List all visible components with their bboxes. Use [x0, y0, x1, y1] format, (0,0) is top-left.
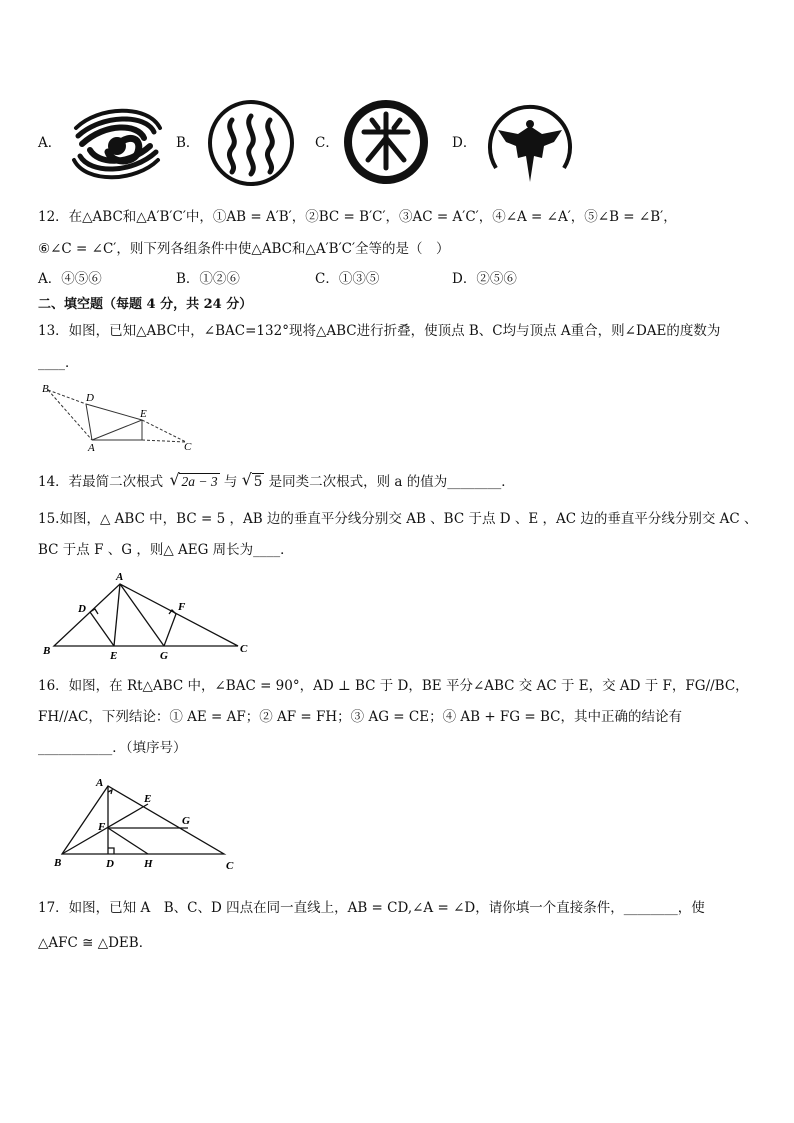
q13-label-a: A: [88, 442, 95, 452]
q14-radical-1: [169, 470, 219, 491]
q11-option-d-label: D．: [452, 135, 477, 151]
q11-option-a-label: A．: [38, 135, 62, 151]
q13-stem-line1: 13．如图，已知△ABC中，∠BAC=132°现将△ABC进行折叠，使顶点 B、C均与顶点 A重合，则∠DAE的度数为: [38, 323, 721, 339]
swirl-logo-icon: [68, 98, 166, 194]
q12-stem-line1: 12．在△ABC和△A′B′C′中，①AB = A′B′，②BC = B′C′，③AC = A′C′，④∠A = ∠A′，⑤∠B = ∠B′，: [38, 209, 677, 225]
q16-stem-line2: FH//AC，下列结论：① AE = AF；② AF = FH；③ AG = CE；④ AB + FG = BC，其中正确的结论有: [38, 709, 682, 725]
q15-stem-line2: BC 于点 F 、G ，则△ AEG 周长为____．: [38, 542, 294, 558]
q17-stem-line2: △AFC ≅ △DEB．: [38, 935, 153, 951]
q15-label-a: A: [116, 571, 124, 583]
sqrt-icon: √: [169, 470, 180, 489]
q11-option-b-label: B．: [176, 135, 200, 151]
q15-label-c: C: [240, 643, 248, 655]
q16-label-c: C: [226, 860, 234, 872]
pku-seal-logo-icon: [342, 98, 430, 190]
q13-stem-line2: ____．: [38, 355, 79, 371]
section-fill-in-heading: 二、填空题（每题 4 分，共 24 分）: [38, 297, 253, 312]
q16-label-d: D: [106, 858, 114, 870]
q15-label-g: G: [160, 650, 168, 660]
q16-label-b: B: [54, 857, 62, 869]
q14-radicand-1: 2a − 3: [181, 474, 218, 489]
q16-label-e: E: [144, 793, 152, 805]
sqrt-icon: √: [241, 470, 252, 489]
q15-label-f: F: [178, 601, 186, 613]
q11-option-c-label: C．: [315, 135, 339, 151]
q15-label-d: D: [78, 603, 86, 615]
q12-option-d: D．②⑤⑥: [452, 271, 517, 287]
q16-stem-line1: 16．如图，在 Rt△ABC 中，∠BAC = 90°，AD ⊥ BC 于 D，BE 平分∠ABC 交 AC 于 E，交 AD 于 F，FG//BC，: [38, 678, 749, 694]
q14-text-before: 14．若最简二次根式: [38, 474, 164, 490]
q16-label-h: H: [144, 858, 153, 870]
q16-label-f: F: [98, 821, 106, 833]
eagle-logo-icon: [484, 96, 576, 192]
q12-option-c: C．①③⑤: [315, 271, 380, 287]
q13-triangle-figure: [38, 380, 198, 456]
q12-option-b: B．①②⑥: [176, 271, 240, 287]
q15-label-e: E: [110, 650, 118, 660]
q14-text-mid: 与: [223, 474, 238, 490]
q16-stem-line3: ___________．（填序号）: [38, 740, 187, 756]
q14-stem: [38, 470, 515, 491]
q15-label-b: B: [43, 645, 51, 657]
q13-label-b: B: [42, 383, 49, 395]
q14-text-after: 是同类二次根式，则 a 的值为________．: [268, 474, 515, 490]
q14-radical-2: [241, 470, 265, 491]
q15-triangle-figure: [40, 568, 256, 664]
q13-label-e: E: [140, 408, 147, 420]
three-waves-logo-icon: [206, 98, 296, 192]
q16-triangle-figure: [48, 772, 244, 880]
q12-stem-line2: ⑥∠C = ∠C′，则下列各组条件中使△ABC和△A′B′C′全等的是（ ）: [38, 241, 450, 257]
q12-option-a: A．④⑤⑥: [38, 271, 102, 287]
q13-label-d: D: [86, 392, 94, 404]
q15-stem-line1: 15.如图，△ ABC 中，BC = 5 ，AB 边的垂直平分线分别交 AB 、BC 于点 D 、E ，AC 边的垂直平分线分别交 AC 、: [38, 511, 758, 527]
q16-label-a: A: [96, 777, 104, 789]
q17-stem-line1: 17．如图，已知 A B、C、D 四点在同一直线上，AB = CD,∠A = ∠D，请你填一个直接条件，________，使: [38, 900, 705, 916]
q13-label-c: C: [184, 441, 192, 452]
q16-label-g: G: [182, 815, 190, 827]
q14-radicand-2: 5: [253, 474, 263, 490]
